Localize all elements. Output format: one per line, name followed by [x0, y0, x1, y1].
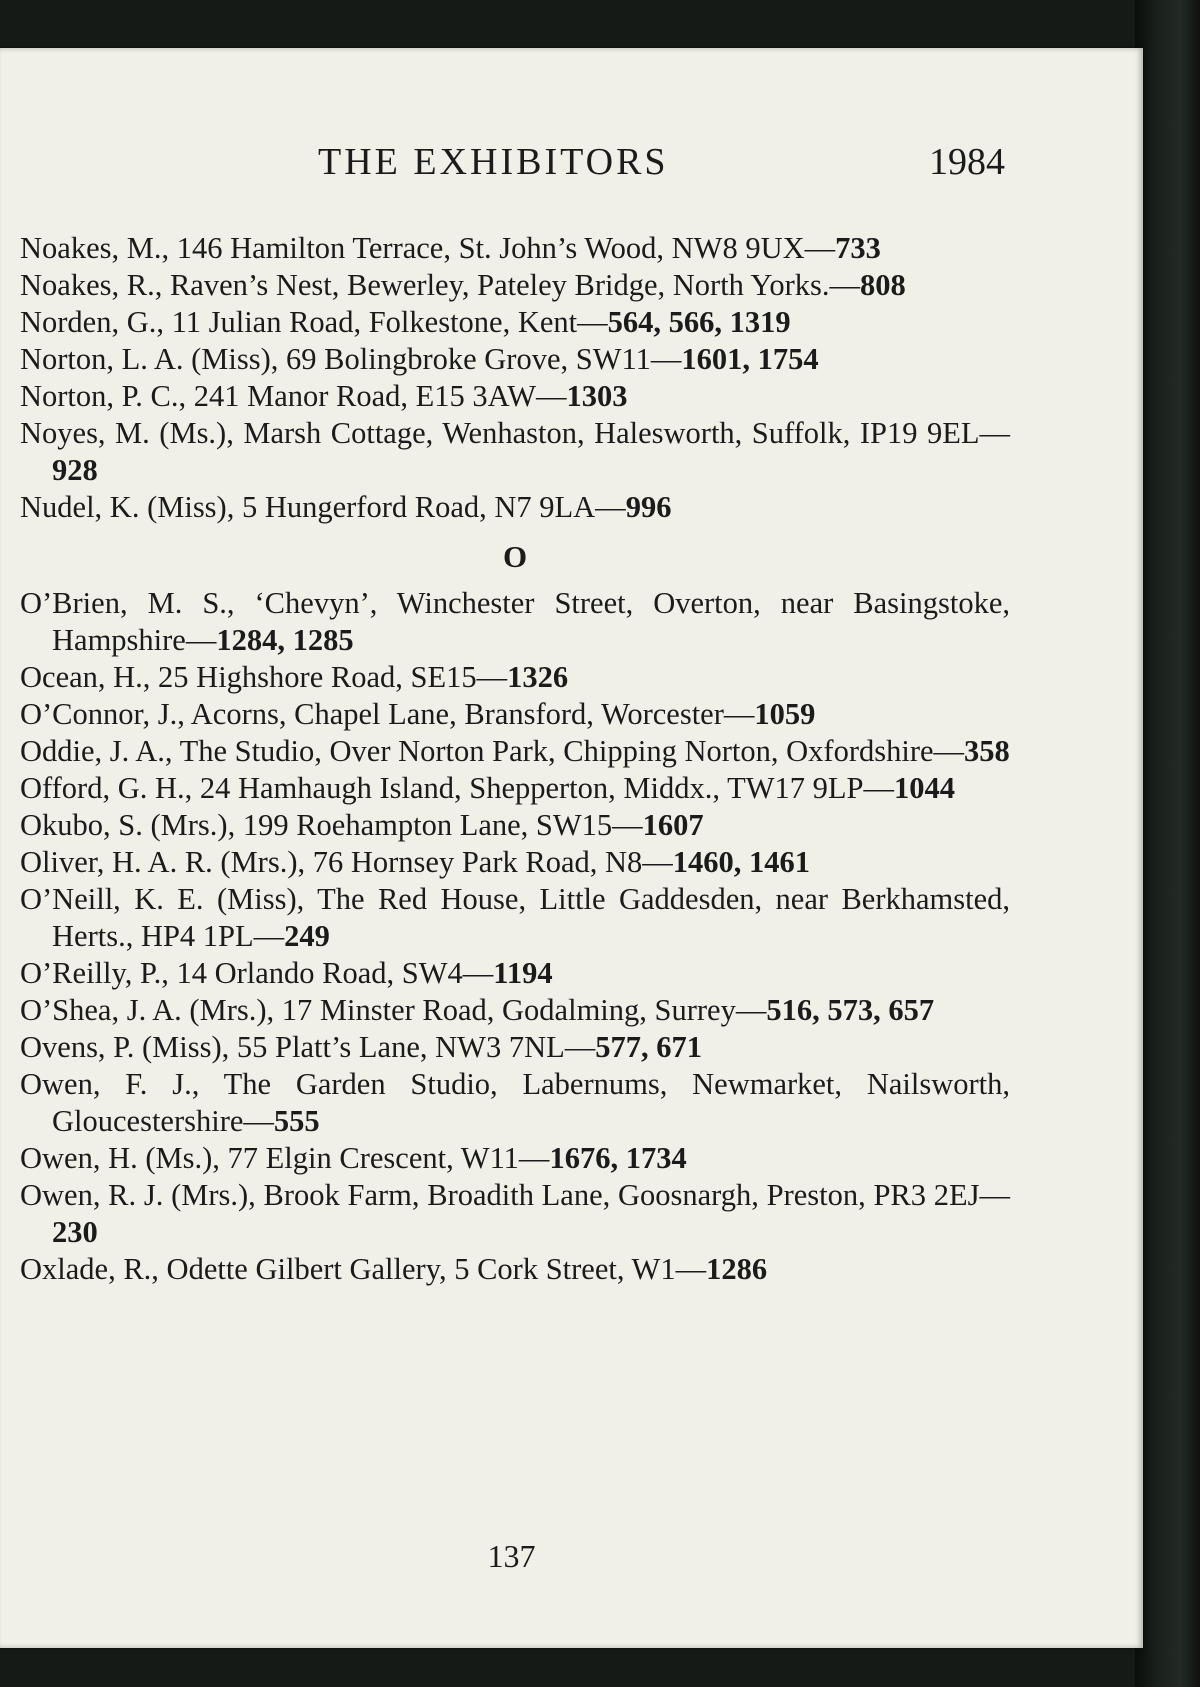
- exhibitor-entry: [20, 489, 1010, 526]
- exhibitor-entry: [20, 1251, 1010, 1288]
- catalogue-numbers: 1676, 1734: [549, 1141, 687, 1175]
- catalogue-numbers: 577, 671: [595, 1030, 702, 1064]
- entries-n: [20, 230, 1010, 526]
- running-header: [0, 140, 1143, 190]
- catalogue-numbers: 1044: [893, 771, 955, 805]
- exhibitor-entry: [20, 696, 1010, 733]
- catalogue-numbers: 808: [860, 268, 906, 302]
- exhibitor-entry: [20, 585, 1010, 659]
- exhibitor-entry: [20, 230, 1010, 267]
- exhibitor-details: Noakes, R., Raven’s Nest, Bewerley, Pateley Bridge, North Yorks.—: [20, 268, 861, 302]
- exhibitor-details: Noyes, M. (Ms.), Marsh Cottage, Wenhaston, Halesworth, Suffolk, IP19 9EL—: [20, 416, 1010, 450]
- exhibitor-details: Norton, L. A. (Miss), 69 Bolingbroke Grove, SW11—: [20, 342, 682, 376]
- catalogue-numbers: 1601, 1754: [681, 342, 819, 376]
- page-number: 137: [487, 1538, 536, 1574]
- catalogue-numbers: 996: [625, 490, 672, 524]
- exhibitor-details: O’Connor, J., Acorns, Chapel Lane, Bransford, Worcester—: [20, 697, 755, 731]
- section-letter: O: [502, 539, 528, 574]
- catalogue-numbers: 516, 573, 657: [766, 993, 935, 1027]
- catalogue-numbers: 358: [964, 734, 1010, 768]
- exhibitor-entry: [20, 955, 1010, 992]
- catalogue-numbers: 1059: [754, 697, 816, 731]
- exhibitor-entry: [20, 807, 1010, 844]
- exhibitor-entry: [20, 304, 1010, 341]
- exhibitor-details: Oliver, H. A. R. (Mrs.), 76 Hornsey Park Road, N8—: [20, 845, 673, 879]
- exhibitor-entry: [20, 1066, 1010, 1140]
- exhibitor-entry: [20, 659, 1010, 696]
- exhibitor-entry: [20, 1029, 1010, 1066]
- exhibitor-details: O’Brien, M. S., ‘Chevyn’, Winchester Street, Overton, near Basingstoke, Hampshire—: [20, 586, 1010, 657]
- exhibitor-details: Ocean, H., 25 Highshore Road, SE15—: [20, 660, 508, 694]
- catalogue-numbers: 230: [52, 1215, 98, 1249]
- catalogue-numbers: 555: [273, 1104, 320, 1138]
- exhibitor-details: Ovens, P. (Miss), 55 Platt’s Lane, NW3 7NL—: [20, 1030, 596, 1064]
- exhibitor-details: Okubo, S. (Mrs.), 199 Roehampton Lane, SW15—: [20, 808, 643, 842]
- exhibitor-entry: [20, 881, 1010, 955]
- catalogue-numbers: 1194: [493, 956, 553, 990]
- catalogue-numbers: 1286: [706, 1252, 768, 1286]
- catalogue-numbers: 1326: [507, 660, 569, 694]
- exhibitor-details: Noakes, M., 146 Hamilton Terrace, St. John’s Wood, NW8 9UX—: [20, 231, 836, 265]
- exhibitor-entry: [20, 1140, 1010, 1177]
- exhibitor-details: Owen, F. J., The Garden Studio, Labernums, Newmarket, Nailsworth, Gloucestershire—: [20, 1067, 1010, 1138]
- header-year: 1984: [929, 141, 1005, 183]
- catalogue-numbers: 1284, 1285: [216, 623, 354, 657]
- catalogue-numbers: 928: [52, 453, 98, 487]
- exhibitor-entry: [20, 1177, 1010, 1251]
- exhibitor-details: Owen, R. J. (Mrs.), Brook Farm, Broadith Lane, Goosnargh, Preston, PR3 2EJ—: [20, 1178, 1010, 1212]
- catalogue-numbers: 249: [284, 919, 330, 953]
- exhibitor-entry: [20, 992, 1010, 1029]
- catalogue-numbers: 1460, 1461: [672, 845, 811, 879]
- exhibitor-entry: [20, 844, 1010, 881]
- exhibitor-details: O’Neill, K. E. (Miss), The Red House, Little Gaddesden, near Berkhamsted, Herts., HP4 1PL—: [20, 882, 1010, 953]
- exhibitor-entry: [20, 267, 1010, 304]
- exhibitor-entry: [20, 770, 1010, 807]
- exhibitor-details: Offord, G. H., 24 Hamhaugh Island, Shepperton, Middx., TW17 9LP—: [20, 771, 894, 805]
- exhibitor-details: O’Reilly, P., 14 Orlando Road, SW4—: [20, 956, 494, 990]
- catalogue-numbers: 1607: [642, 808, 704, 842]
- exhibitor-details: Oddie, J. A., The Studio, Over Norton Park, Chipping Norton, Oxfordshire—: [20, 734, 965, 768]
- entries-o: [20, 585, 1010, 1288]
- exhibitor-details: Owen, H. (Ms.), 77 Elgin Crescent, W11—: [20, 1141, 550, 1175]
- exhibitor-details: Norden, G., 11 Julian Road, Folkestone, Kent—: [20, 305, 608, 339]
- book-cover-edge: [1135, 0, 1200, 1687]
- book-page: [0, 48, 1143, 1648]
- exhibitor-entry: [20, 341, 1010, 378]
- exhibitor-entry: [20, 378, 1010, 415]
- exhibitor-entry: [20, 733, 1010, 770]
- exhibitor-details: Norton, P. C., 241 Manor Road, E15 3AW—: [20, 379, 567, 413]
- catalogue-numbers: 1303: [566, 379, 628, 413]
- header-title: THE EXHIBITORS: [318, 141, 669, 183]
- exhibitor-details: Nudel, K. (Miss), 5 Hungerford Road, N7 9LA—: [20, 490, 626, 524]
- catalogue-numbers: 564, 566, 1319: [607, 305, 791, 339]
- exhibitor-entry: [20, 415, 1010, 489]
- exhibitor-details: O’Shea, J. A. (Mrs.), 17 Minster Road, Godalming, Surrey—: [20, 993, 767, 1027]
- catalogue-numbers: 733: [835, 231, 881, 265]
- exhibitor-details: Oxlade, R., Odette Gilbert Gallery, 5 Cork Street, W1—: [20, 1252, 707, 1286]
- exhibitor-list: [20, 230, 1010, 1288]
